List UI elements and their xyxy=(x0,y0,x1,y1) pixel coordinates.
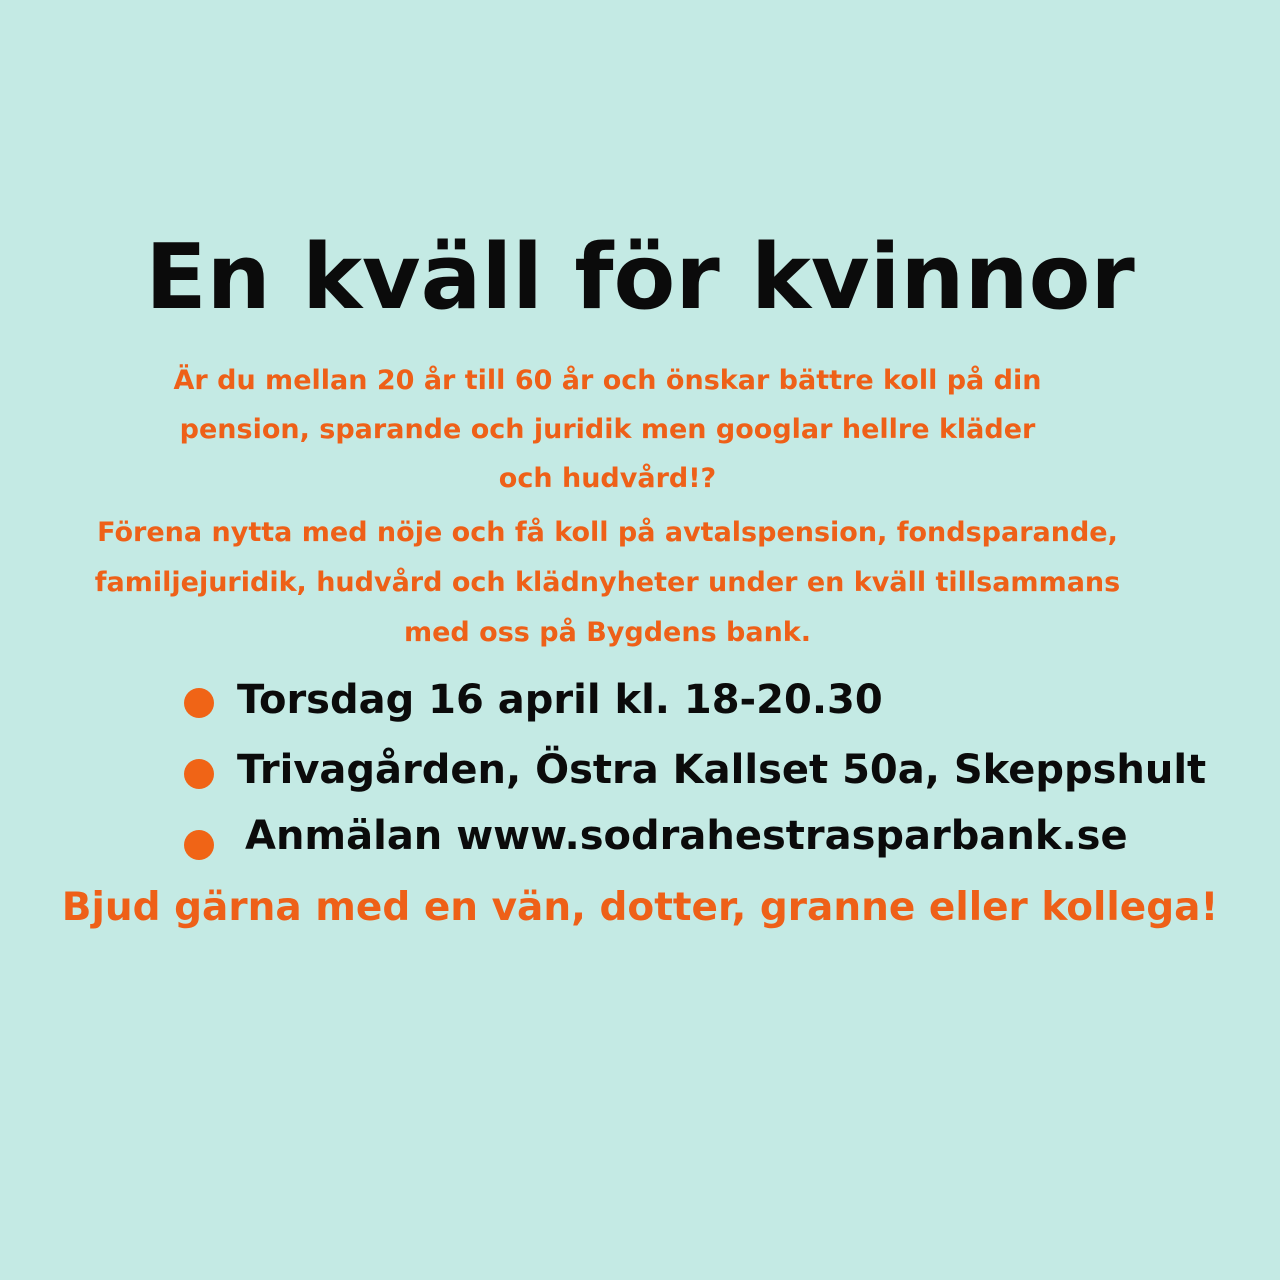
intro-line: och hudvård!? xyxy=(498,463,717,494)
description-line: familjejuridik, hudvård och klädnyheter under en kväll tillsammans xyxy=(94,567,1121,598)
detail-location-text: Trivagården, Östra Kallset 50a, Skeppshult xyxy=(237,747,1207,793)
intro-line: Är du mellan 20 år till 60 år och önskar bättre koll på din xyxy=(173,365,1042,396)
detail-registration-text: Anmälan www.sodrahestrasparbank.se xyxy=(245,813,1128,859)
page-title: En kväll för kvinnor xyxy=(145,225,1135,330)
bullet-icon xyxy=(184,759,214,789)
bullet-icon xyxy=(184,830,214,860)
intro-line: pension, sparande och juridik men googlar hellre kläder xyxy=(179,414,1036,445)
description-paragraph xyxy=(55,508,1160,658)
intro-paragraph xyxy=(100,356,1115,503)
detail-date-text: Torsdag 16 april kl. 18-20.30 xyxy=(237,677,883,723)
description-line: med oss på Bygdens bank. xyxy=(403,617,812,648)
closing-invite: Bjud gärna med en vän, dotter, granne eller kollega! xyxy=(61,885,1219,930)
bullet-icon xyxy=(184,688,214,718)
description-line: Förena nytta med nöje och få koll på avtalspension, fondsparande, xyxy=(97,517,1118,548)
